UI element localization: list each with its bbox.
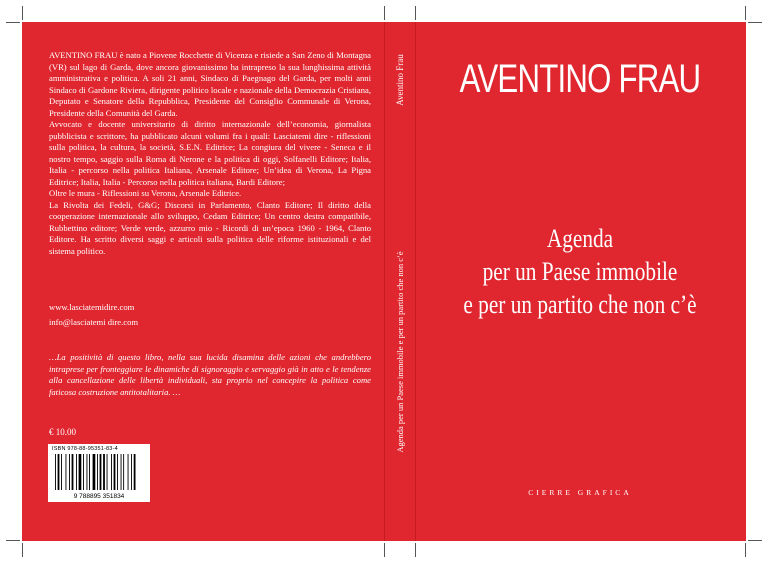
barcode-bar	[79, 454, 82, 490]
price: € 10.00	[49, 427, 76, 437]
barcode-bar	[69, 454, 70, 490]
title-line: e per un partito che non c’è	[463, 290, 697, 319]
barcode-bar	[121, 454, 122, 490]
contact-links	[49, 300, 138, 330]
barcode-bar	[131, 454, 132, 490]
barcode-bar	[117, 454, 118, 490]
crop-mark	[6, 22, 20, 23]
bio-paragraph: Oltre le mura - Riflessioni su Verona, Arsenale Editrice.	[49, 188, 242, 198]
crop-mark	[745, 543, 746, 557]
author-bio	[49, 50, 371, 257]
book-cover	[22, 22, 746, 541]
barcode	[51, 454, 147, 500]
crop-mark	[745, 6, 746, 20]
book-title	[444, 222, 716, 321]
email-link[interactable]: info@lasciatemi dire.com	[49, 317, 139, 327]
front-cover	[414, 22, 746, 541]
crop-mark	[384, 543, 385, 557]
crop-mark	[748, 22, 762, 23]
book-spine	[384, 22, 416, 541]
spine-title: Agenda per un Paese immobile e per un partito che non c’è	[395, 251, 405, 453]
barcode-bar	[83, 454, 84, 490]
bio-paragraph: La Rivolta dei Fedeli, G&G; Discorsi in Parlamento, Clanto Editore; Il diritto della cooperazione internazionale allo sviluppo, Cedam Editrice; Un centro destra compatibile, Rubbettino editore; Verde verde, azzurro mio - Ricordi di un’epoca 1960 - 1964, Clanto Editore. Ha scritto diversi saggi e articoli sulla politica delle riforme istituzionali e del sistema politico.	[49, 199, 371, 256]
website-link[interactable]: www.lasciatemidire.com	[49, 302, 135, 312]
barcode-bar	[97, 454, 98, 490]
barcode-bar	[55, 454, 56, 490]
barcode-bar	[61, 454, 62, 490]
barcode-bar	[114, 454, 116, 490]
crop-mark	[748, 540, 762, 541]
barcode-bar	[89, 454, 90, 490]
back-cover	[22, 22, 384, 541]
crop-mark	[384, 6, 385, 20]
author-name: AVENTINO FRAU	[459, 57, 701, 101]
barcode-digits: 9 788895 351834	[73, 493, 125, 500]
blurb-quote: …La positività di questo libro, nella sua lucida disamina delle azioni che andrebbero intraprese per fronteggiare le dinamiche di signoraggio e servaggio già in atto e le tendenze alla cancellazione delle libertà individuali, sta proprio nel concepire la politica come faticosa costruzione antitotalitaria. …	[49, 352, 371, 397]
barcode-bar	[123, 454, 124, 490]
barcode-bar	[58, 454, 60, 490]
barcode-bar	[128, 454, 129, 490]
crop-mark	[22, 543, 23, 557]
crop-mark	[415, 543, 416, 557]
bio-paragraph: Avvocato e docente universitario di diritto internazionale dell’economia, giornalista pubblicista e scrittore, ha pubblicato alcuni volumi fra i quali: Lasciatemi dire - riflessioni sulla politica, la cultura, la società, S.E.N. Editrice; La congiura del vivere - Seneca e il nostro tempo, saggio sulla Roma di Nerone e la politica di oggi, Solfanelli Editore; Italia, Italia - percorso nella politica Italiana, Arsenale Editore; Un’idea di Verona, La Pigna Editrice; Italia, Italia - Percorso nella politica italiana, Bardi Editore;	[49, 119, 371, 187]
barcode-bar	[87, 454, 88, 490]
barcode-bar	[100, 454, 102, 490]
barcode-box	[48, 444, 150, 502]
crop-mark	[415, 6, 416, 20]
title-line: per un Paese immobile	[482, 257, 678, 286]
barcode-bar	[103, 454, 105, 490]
barcode-bar	[134, 454, 136, 490]
publisher-name: CIERRE GRAFICA	[528, 488, 632, 497]
barcode-bar	[111, 454, 112, 490]
barcode-bar	[72, 454, 74, 490]
title-line: Agenda	[546, 224, 614, 253]
barcode-bar	[107, 454, 108, 490]
crop-mark	[6, 540, 20, 541]
isbn-label: ISBN 978-88-95351-83-4	[52, 446, 118, 452]
crop-mark	[22, 6, 23, 20]
spine-author: Aventino Frau	[395, 54, 405, 106]
barcode-bar	[93, 454, 96, 490]
bio-paragraph: AVENTINO FRAU è nato a Piovene Rocchette di Vicenza e risiede a San Zeno di Montagna (VR) sul lago di Garda, dove ancora giovanissimo ha intrapreso la sua lunghissima attività amministrativa e politica. A soli 21 anni, Sindaco di Paegnago del Garda, per molti anni Sindaco di Gardone Riviera, dirigente politico locale e nazionale della Democrazia Cristiana, Deputato e Senatore della Repubblica, Presidente del Consiglio Communale di Verona, Presidente della Comunità del Garda.	[49, 50, 371, 118]
barcode-bar	[76, 454, 77, 490]
barcode-bar	[66, 454, 67, 490]
